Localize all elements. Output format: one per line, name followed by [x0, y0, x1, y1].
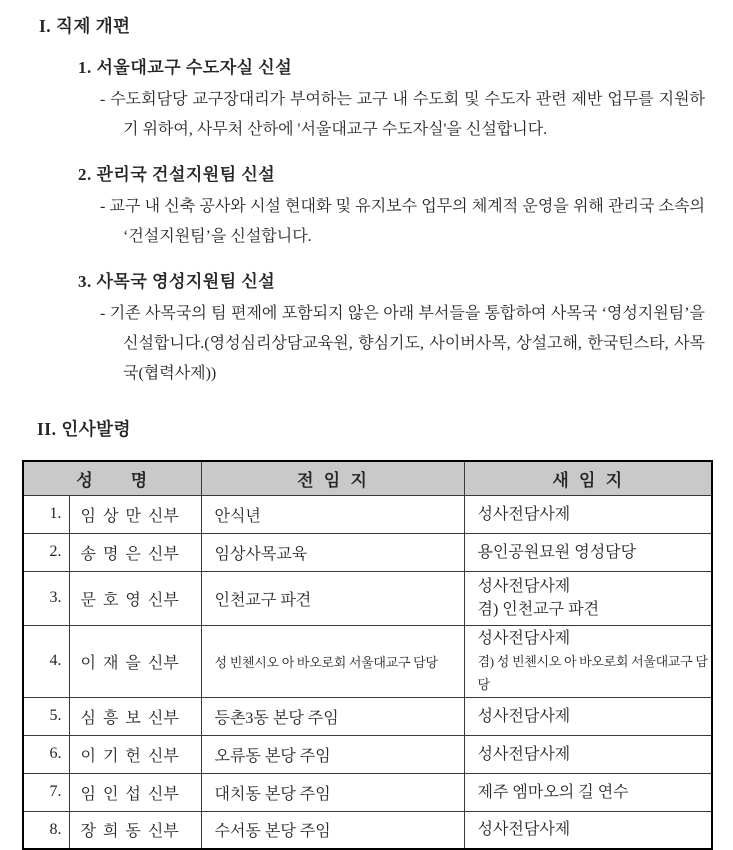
- new-post-line1: 성사전담사제: [477, 821, 571, 839]
- new-post: [464, 697, 712, 735]
- section2-body: - 교구 내 신축 공사와 시설 현대화 및 유지보수 업무의 체계적 운영을 위해 관리국 소속의 ‘건설지원팀’을 신설합니다.: [100, 198, 705, 245]
- new-post-line1: 성사전담사제: [477, 505, 571, 523]
- new-post: [464, 533, 712, 571]
- previous-post: 임상사목교육: [201, 533, 464, 571]
- priest-name: 이 기 헌 신부: [69, 735, 201, 773]
- row-number: 6.: [23, 735, 69, 773]
- priest-name: 이 재 을 신부: [69, 625, 201, 697]
- previous-post: 안식년: [201, 495, 464, 533]
- priest-name: 장 희 동 신부: [69, 811, 201, 849]
- header-new-post: 새 임 지: [464, 461, 712, 495]
- priest-name: 임 인 섭 신부: [69, 773, 201, 811]
- row-number: 5.: [23, 697, 69, 735]
- row-number: 2.: [23, 533, 69, 571]
- priest-name: 심 흥 보 신부: [69, 697, 201, 735]
- table-row: [23, 811, 712, 849]
- section-geonseol-team: [78, 160, 711, 252]
- section3-title: 3. 사목국 영성지원팀 신설: [78, 272, 276, 291]
- new-post: [464, 811, 712, 849]
- previous-post: 성 빈첸시오 아 바오로회 서울대교구 담당: [201, 625, 464, 697]
- new-post: [464, 571, 712, 625]
- new-post: [464, 625, 712, 697]
- previous-post: 오류동 본당 주임: [201, 735, 464, 773]
- previous-post: 대치동 본당 주임: [201, 773, 464, 811]
- previous-post: 수서동 본당 주임: [201, 811, 464, 849]
- section1-body: - 수도회담당 교구장대리가 부여하는 교구 내 수도회 및 수도자 관련 제반 업무를 지원하기 위하여, 사무처 산하에 '서울대교구 수도자실'을 신설합니다.: [100, 91, 705, 138]
- table-row: [23, 533, 712, 571]
- header-name: 성 명: [23, 461, 201, 495]
- new-post-line1: 성사전담사제: [477, 629, 571, 647]
- table-row: [23, 495, 712, 533]
- row-number: 7.: [23, 773, 69, 811]
- previous-post: 인천교구 파견: [201, 571, 464, 625]
- section-sudojasil: [78, 53, 711, 145]
- previous-post: 등촌3동 본당 주임: [201, 697, 464, 735]
- table-row: [23, 571, 712, 625]
- new-post-line1: 제주 엠마오의 길 연수: [477, 783, 629, 801]
- part1-title: I. 직제 개편: [39, 16, 131, 36]
- appointments-table: [22, 460, 713, 850]
- new-post-line2: 겸) 성 빈첸시오 아 바오로회 서울대교구 담당: [477, 653, 708, 692]
- row-number: 3.: [23, 571, 69, 625]
- row-number: 8.: [23, 811, 69, 849]
- table-header-row: [23, 461, 712, 495]
- priest-name: 임 상 만 신부: [69, 495, 201, 533]
- new-post-line2: 겸) 인천교구 파견: [477, 601, 600, 618]
- new-post-line1: 성사전담사제: [477, 745, 571, 763]
- priest-name: 문 호 영 신부: [69, 571, 201, 625]
- new-post-line1: 용인공원묘원 영성담당: [477, 543, 637, 561]
- part2-title: II. 인사발령: [37, 419, 131, 439]
- section-yeongseong-team: [78, 267, 711, 389]
- table-row: [23, 625, 712, 697]
- row-number: 1.: [23, 495, 69, 533]
- row-number: 4.: [23, 625, 69, 697]
- new-post-line1: 성사전담사제: [477, 578, 571, 595]
- table-row: [23, 735, 712, 773]
- new-post: [464, 735, 712, 773]
- new-post: [464, 773, 712, 811]
- table-row: [23, 773, 712, 811]
- table-row: [23, 697, 712, 735]
- priest-name: 송 명 은 신부: [69, 533, 201, 571]
- header-previous-post: 전 임 지: [201, 461, 464, 495]
- section1-title: 1. 서울대교구 수도자실 신설: [78, 58, 293, 77]
- new-post: [464, 495, 712, 533]
- new-post-line1: 성사전담사제: [477, 707, 571, 725]
- section2-title: 2. 관리국 건설지원팀 신설: [78, 165, 276, 184]
- section3-body: - 기존 사목국의 팀 편제에 포함되지 않은 아래 부서들을 통합하여 사목국 ‘영성지원팀’을 신설합니다.(영성심리상담교육원, 향심기도, 사이버사목, 상설고해, 한국틴스타, 사목국(협력사제)): [100, 305, 705, 382]
